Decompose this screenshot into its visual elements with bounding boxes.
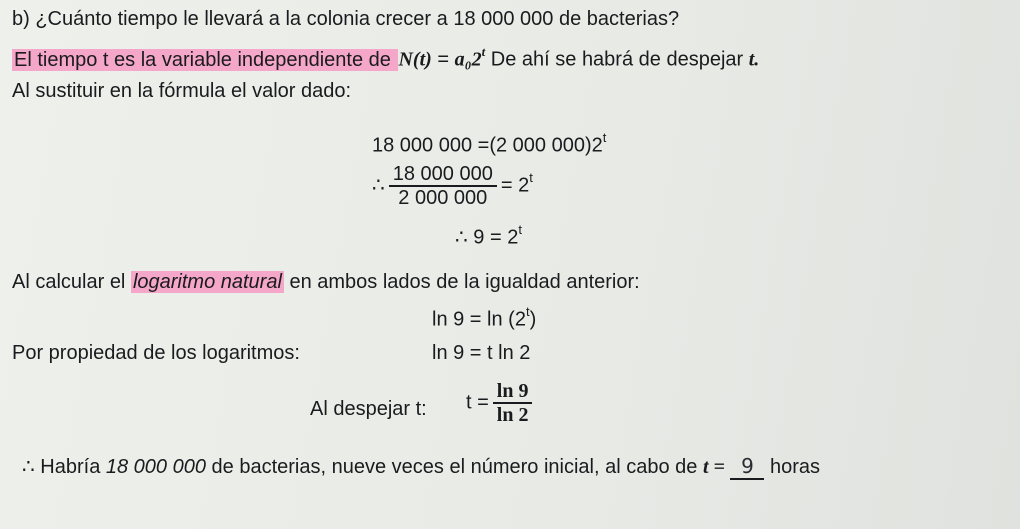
equation-2-fraction [389, 163, 497, 209]
statement-post: De ahí se habrá de despejar [485, 48, 749, 71]
log-intro-post: en ambos lados de la igualdad anterior: [283, 271, 640, 293]
formula-lhs: N(t) [398, 48, 432, 71]
equation-4 [432, 306, 536, 332]
equation-6-lhs: t = [466, 391, 489, 414]
highlighted-statement [12, 49, 398, 71]
equation-5-text: ln 9 = t ln 2 [432, 342, 531, 364]
formula-eq: = [431, 48, 455, 71]
equation-2-rhs: = 2 [500, 174, 530, 197]
equation-3-exponent: t [518, 222, 522, 237]
conclusion-mid: de bacterias, nueve veces el número inicial, al cabo de [205, 456, 703, 478]
fraction-ln2: ln 2 [496, 404, 529, 426]
conclusion-unit: horas [770, 456, 821, 478]
equation-4-exponent: t [525, 304, 530, 319]
equation-6-fraction [493, 380, 533, 426]
equation-4-text: ln 9 = ln (2 [432, 308, 526, 331]
equation-2 [372, 163, 533, 209]
handwritten-answer: 9 [741, 454, 754, 478]
fraction-ln9: ln 9 [493, 380, 533, 404]
fraction-denominator: 2 000 000 [398, 187, 488, 209]
equation-1-exponent: t [602, 130, 607, 145]
answer-blank[interactable] [730, 454, 764, 480]
equation-5 [432, 342, 530, 365]
statement-var: t. [748, 48, 760, 71]
therefore-symbol: ∴ [372, 174, 385, 197]
log-property-label [12, 342, 300, 365]
equation-3-text: ∴ 9 = 2 [455, 226, 519, 249]
highlighted-natural-log: logaritmo natural [132, 271, 282, 293]
equation-1 [372, 132, 606, 158]
formula-exponent: t [481, 44, 486, 59]
log-property-text: Por propiedad de los logaritmos: [12, 342, 300, 364]
statement-text: El tiempo t es la variable independiente de [14, 48, 397, 71]
conclusion-var: t = [702, 456, 725, 478]
equation-4-close: ) [529, 308, 537, 331]
equation-3 [455, 224, 522, 250]
log-intro-pre: Al calcular el [12, 271, 131, 293]
conclusion-pre: ∴ Habría [22, 456, 106, 478]
substitution-intro [12, 80, 351, 103]
variable-statement [12, 46, 759, 72]
conclusion [22, 454, 820, 480]
substitution-text: Al sustituir en la fórmula el valor dado: [12, 80, 352, 102]
formula-rhs: a₀2 [454, 48, 482, 71]
solve-label [310, 398, 427, 421]
conclusion-number: 18 000 000 [105, 456, 206, 478]
question-text: b) ¿Cuánto tiempo le llevará a la colonia crecer a 18 000 000 de bacterias? [12, 8, 680, 30]
log-intro [12, 271, 640, 294]
equation-6 [466, 380, 536, 426]
fraction-numerator: 18 000 000 [389, 163, 497, 187]
equation-1-text: 18 000 000 =(2 000 000)2 [372, 134, 603, 157]
equation-2-exponent: t [529, 169, 533, 185]
solve-label-text: Al despejar t: [310, 398, 427, 420]
question-b [12, 8, 679, 31]
